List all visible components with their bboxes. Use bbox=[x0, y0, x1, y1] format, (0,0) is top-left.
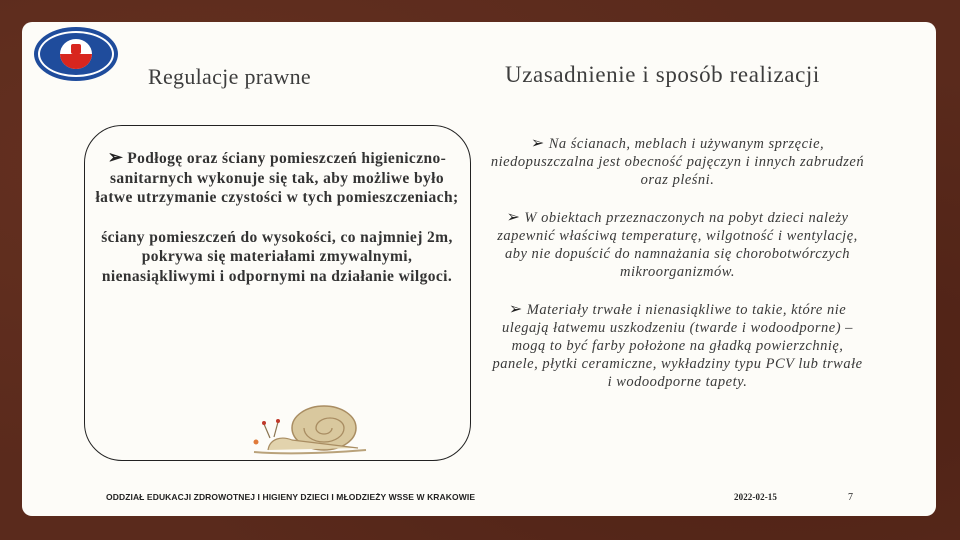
arrow-bullet-icon: ➢ bbox=[107, 147, 124, 167]
regulations-text bbox=[92, 148, 462, 286]
regulation-1: ➢ Podłogę oraz ściany pomieszczeń higieniczno-sanitarnych wykonuje się tak, aby możliwe było łatwe utrzymanie czystości w tych pomieszczeniach; bbox=[95, 147, 459, 206]
footer-organization: ODDZIAŁ EDUKACJI ZDROWOTNEJ I HIGIENY DZIECI I MŁODZIEŻY WSSE W KRAKOWIE bbox=[106, 492, 476, 502]
right-heading: Uzasadnienie i sposób realizacji bbox=[505, 62, 820, 87]
snail-illustration bbox=[248, 380, 372, 460]
eagle-icon bbox=[71, 44, 81, 54]
justification-2: ➢ W obiektach przeznaczonych na pobyt dzieci należy zapewnić właściwą temperaturę, wilgotność i wentylację, aby nie dopuścić do namnażania się chorobotwórczych mikroorganizmów. bbox=[497, 209, 858, 280]
arrow-bullet-icon: ➢ bbox=[506, 209, 521, 226]
justification-1: ➢ Na ścianach, meblach i używanym sprzęcie, niedopuszczalna jest obecność pajęczyn i innych zabrudzeń oraz pleśni. bbox=[490, 135, 865, 188]
justification-3: ➢ Materiały trwałe i nienasiąkliwe to takie, które nie ulegają łatwemu uszkodzeniu (twarde i wodoodporne) – mogą to być farby położone na gładką powierzchnię, panele, płytki ceramiczne, wykładziny typu PCV lub trwałe i wodoodporne tapety. bbox=[492, 301, 863, 390]
regulation-2: ściany pomieszczeń do wysokości, co najmniej 2m, pokrywa się materiałami zmywalnymi, nienasiąkliwymi i odpornymi na działanie wilgoci. bbox=[101, 228, 453, 285]
arrow-bullet-icon: ➢ bbox=[530, 135, 545, 152]
logo-emblem bbox=[60, 39, 92, 69]
sanitary-inspection-logo bbox=[34, 27, 118, 81]
justification-column bbox=[490, 135, 865, 411]
left-heading: Regulacje prawne bbox=[148, 64, 311, 89]
page-number: 7 bbox=[848, 492, 854, 503]
arrow-bullet-icon: ➢ bbox=[508, 301, 523, 318]
footer-date: 2022-02-15 bbox=[734, 492, 777, 502]
